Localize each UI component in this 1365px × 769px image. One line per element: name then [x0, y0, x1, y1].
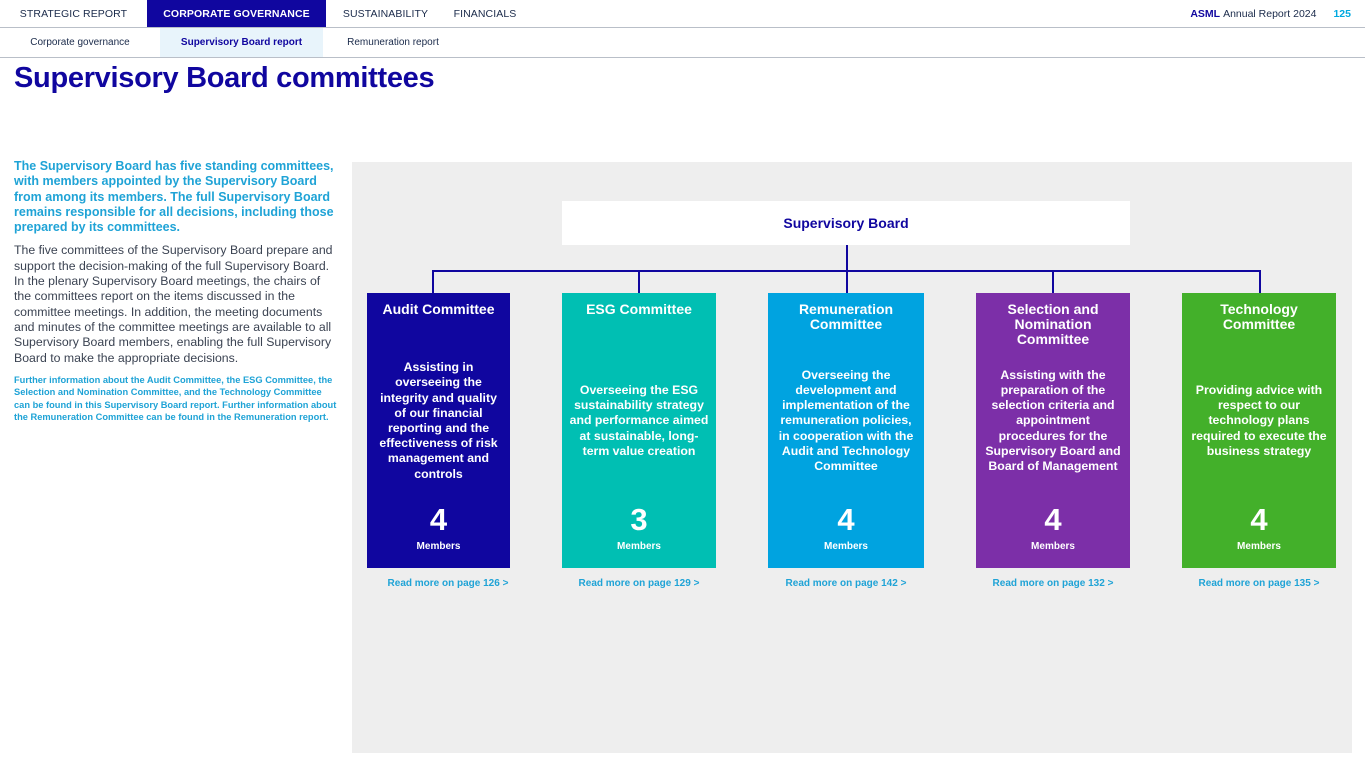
further-info-text: Further information about the Audit Committee, the ESG Committee, the Selection and Nomination Committee, and the Technology Committee can be found in this Supervisory Board report. Further information about the Remuneration Committee can be found in the Remuneration report. — [14, 374, 337, 423]
tab-sustainability[interactable]: SUSTAINABILITY — [342, 7, 429, 20]
members-count: 4 — [1044, 502, 1062, 537]
left-column — [14, 159, 339, 423]
remuneration-committee-card — [768, 293, 924, 568]
connector-remuneration — [846, 270, 848, 293]
tab-corporate-governance[interactable]: CORPORATE GOVERNANCE — [147, 0, 326, 27]
connector-vertical-main — [846, 245, 848, 271]
tab-financials[interactable]: FINANCIALS — [453, 7, 517, 20]
tab-strategic-report[interactable]: STRATEGIC REPORT — [19, 7, 128, 20]
read-more-technology-link[interactable]: Read more on page 135 > — [1198, 578, 1320, 589]
esg-committee-card — [562, 293, 716, 568]
supervisory-board-box: Supervisory Board — [562, 201, 1130, 245]
members-label: Members — [416, 541, 461, 552]
page-title: Supervisory Board committees — [14, 62, 435, 94]
sub-navigation — [0, 28, 1365, 58]
subnav-remuneration-report[interactable]: Remuneration report — [347, 37, 439, 48]
members-count: 4 — [429, 502, 448, 537]
connector-selection-nomination — [1052, 270, 1054, 293]
brand-name: ASML — [1190, 7, 1221, 20]
committee-description: Assisting with the preparation of the selection criteria and appointment procedures for the Supervisory Board and Board of Management — [985, 367, 1121, 473]
committee-org-chart — [352, 162, 1352, 753]
report-title: Annual Report 2024 — [1223, 7, 1317, 20]
members-label: Members — [824, 541, 868, 552]
committee-name: Technology Committee — [1220, 301, 1298, 333]
connector-audit — [432, 270, 434, 293]
committee-name: Audit Committee — [382, 301, 495, 317]
page-number: 125 — [1333, 7, 1351, 20]
members-count: 4 — [837, 502, 855, 537]
subnav-supervisory-board-report[interactable]: Supervisory Board report — [160, 28, 323, 57]
read-more-esg-link[interactable]: Read more on page 129 > — [578, 578, 700, 589]
intro-text: The Supervisory Board has five standing committees, with members appointed by the Supervisory Board from among its members. The full Supervisory Board remains responsible for all decisions, including those prepared by its committees. — [14, 159, 334, 235]
read-more-selection-nomination-link[interactable]: Read more on page 132 > — [992, 578, 1114, 589]
committee-name: ESG Committee — [586, 301, 692, 317]
subnav-corporate-governance[interactable]: Corporate governance — [30, 37, 130, 48]
connector-esg — [638, 270, 640, 293]
audit-committee-card — [367, 293, 510, 568]
members-label: Members — [617, 541, 661, 552]
selection-nomination-committee-card — [976, 293, 1130, 568]
committee-description: Providing advice with respect to our technology plans required to execute the business strategy — [1191, 382, 1327, 458]
technology-committee-card — [1182, 293, 1336, 568]
connector-technology — [1259, 270, 1261, 293]
committee-description: Overseeing the ESG sustainability strategy and performance aimed at sustainable, long-term value creation — [569, 382, 709, 458]
members-label: Members — [1237, 541, 1281, 552]
committee-name: Remuneration Committee — [798, 301, 894, 333]
body-text: The five committees of the Supervisory Board prepare and support the decision-making of the full Supervisory Board. In the plenary Supervisory Board meetings, the chairs of the committees report on the items discussed in the committee meetings. In addition, the meeting documents and minutes of the committee meetings are available to all Supervisory Board members, enabling the full Supervisory Board to make the appropriate decisions. — [14, 243, 333, 365]
read-more-audit-link[interactable]: Read more on page 126 > — [387, 578, 509, 589]
read-more-remuneration-link[interactable]: Read more on page 142 > — [785, 578, 907, 589]
members-label: Members — [1031, 541, 1075, 552]
committee-description: Assisting in overseeing the integrity and quality of our financial reporting and the effectiveness of risk management and controls — [379, 360, 498, 481]
members-count: 4 — [1250, 502, 1268, 537]
report-header-info — [1190, 0, 1365, 27]
committee-description: Overseeing the development and implementation of the remuneration policies, in cooperation with the Audit and Technology Committee — [778, 367, 914, 473]
committee-name: Selection and Nomination Committee — [1007, 301, 1099, 348]
members-count: 3 — [630, 502, 648, 537]
top-navigation — [0, 0, 1365, 28]
